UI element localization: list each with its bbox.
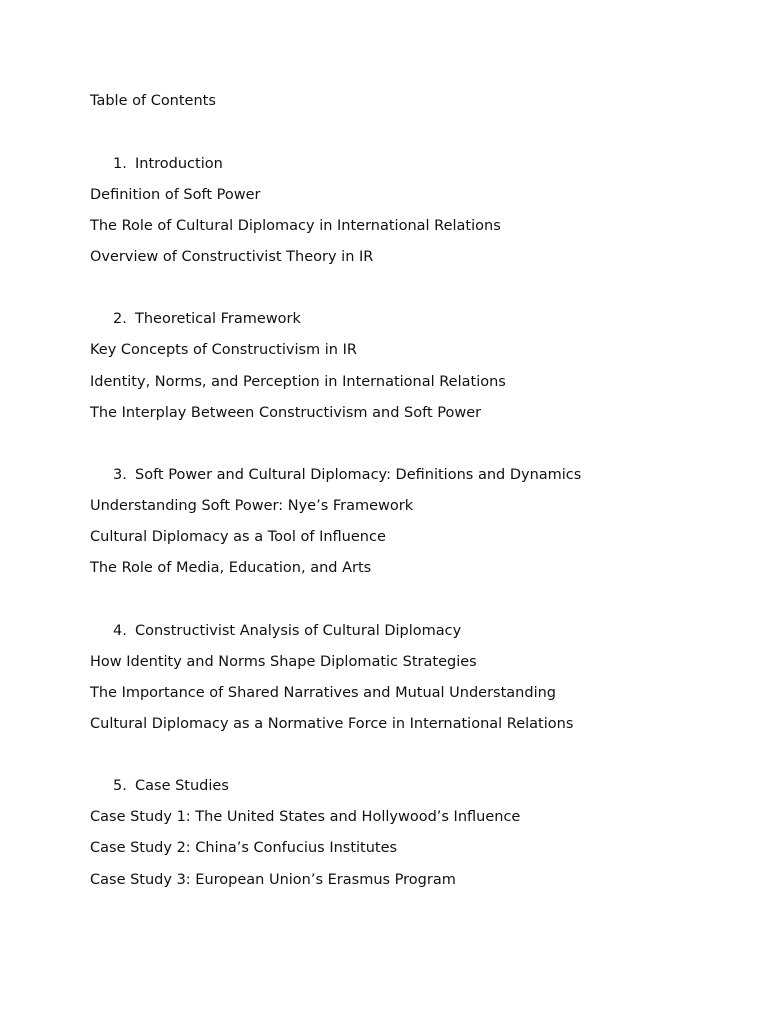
toc-item: Definition of Soft Power — [90, 187, 261, 203]
toc-item: The Importance of Shared Narratives and Mutual Understanding — [90, 685, 557, 701]
toc-item: The Role of Cultural Diplomacy in International Relations — [90, 218, 501, 234]
section-number: 4. — [113, 623, 127, 639]
toc-title: Table of Contents — [90, 93, 216, 109]
section-title: Constructivist Analysis of Cultural Diplomacy — [135, 623, 462, 639]
toc-item: Case Study 3: European Union’s Erasmus Program — [90, 872, 456, 888]
section-number: 3. — [113, 467, 127, 483]
section-number: 1. — [113, 156, 127, 172]
section-number: 5. — [113, 778, 127, 794]
toc-item: How Identity and Norms Shape Diplomatic Strategies — [90, 654, 477, 670]
section-title: Case Studies — [135, 778, 229, 794]
toc-item: Key Concepts of Constructivism in IR — [90, 342, 357, 358]
section-title: Soft Power and Cultural Diplomacy: Definitions and Dynamics — [135, 467, 582, 483]
toc-item: Case Study 2: China’s Confucius Institutes — [90, 840, 398, 856]
toc-item: Identity, Norms, and Perception in International Relations — [90, 374, 506, 390]
toc-item: Overview of Constructivist Theory in IR — [90, 249, 374, 265]
section-number: 2. — [113, 311, 127, 327]
section-title: Theoretical Framework — [135, 311, 301, 327]
toc-item: The Interplay Between Constructivism and Soft Power — [90, 405, 482, 421]
toc-item: Cultural Diplomacy as a Tool of Influence — [90, 529, 386, 545]
toc-item: Cultural Diplomacy as a Normative Force in International Relations — [90, 716, 574, 732]
toc-item: Understanding Soft Power: Nye’s Framework — [90, 498, 414, 514]
toc-item: Case Study 1: The United States and Hollywood’s Influence — [90, 809, 521, 825]
toc-item: The Role of Media, Education, and Arts — [90, 560, 372, 576]
section-title: Introduction — [135, 156, 223, 172]
